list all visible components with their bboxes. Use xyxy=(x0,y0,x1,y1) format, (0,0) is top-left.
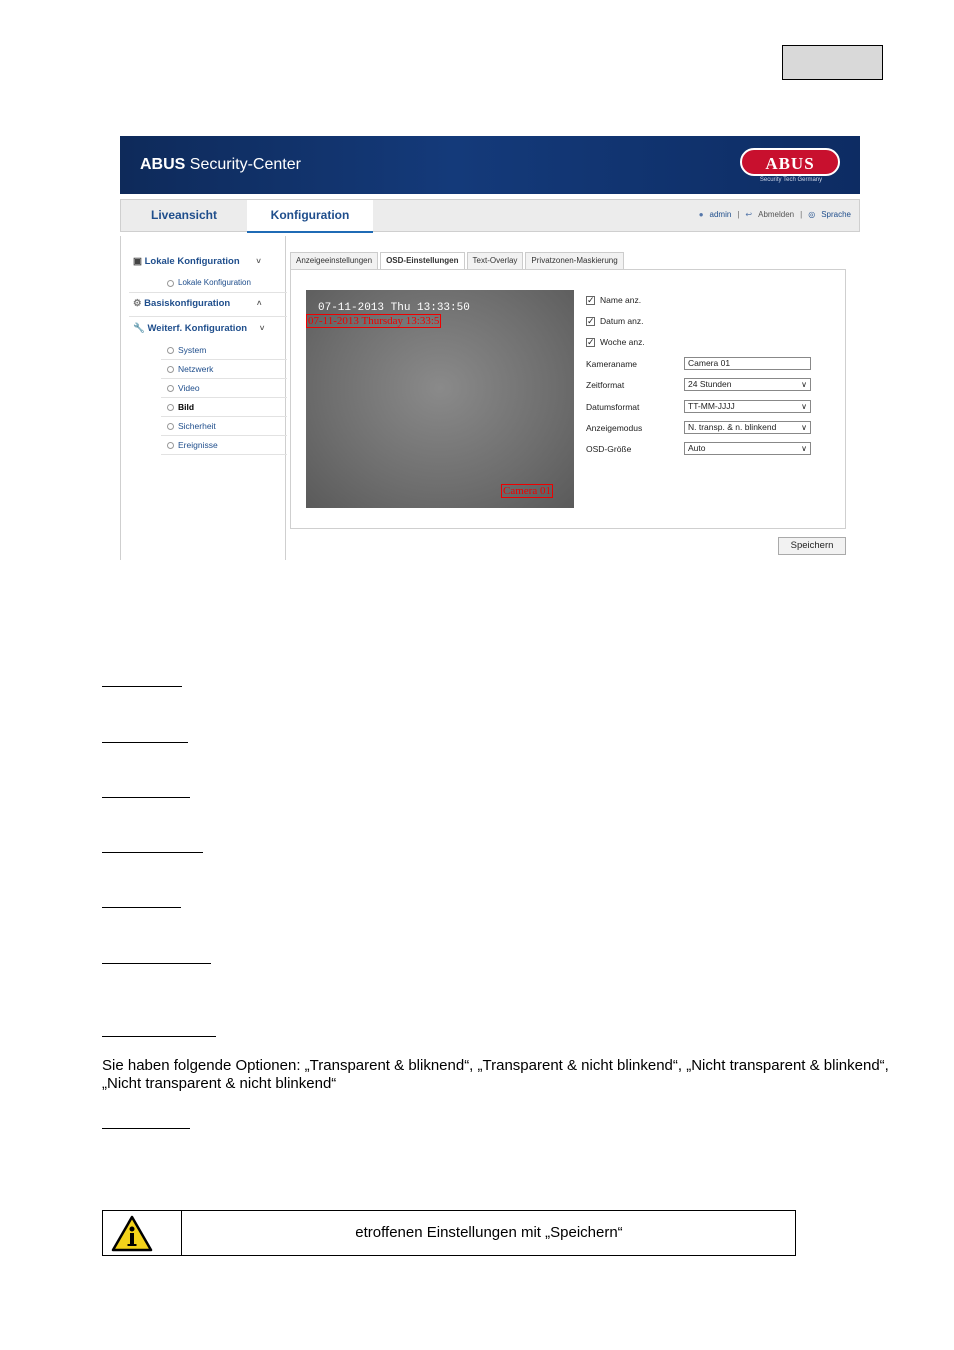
top-navigation xyxy=(120,199,860,232)
sidebar-item-bild[interactable]: Bild xyxy=(178,402,195,412)
logout-icon: ↩ xyxy=(745,210,753,219)
chevron-down-icon: ∨ xyxy=(801,402,807,411)
bullet-icon xyxy=(167,280,174,287)
user-icon: ● xyxy=(698,210,704,219)
sidebar-item-system[interactable]: System xyxy=(178,345,207,355)
checkbox-icon[interactable]: ✓ xyxy=(587,315,595,326)
label-datumsformat: Datumsformat xyxy=(586,402,640,412)
chevron-down-icon: ∨ xyxy=(801,380,807,389)
bullet-icon xyxy=(167,385,174,392)
heading-underline xyxy=(102,686,182,687)
checkbox-icon[interactable]: ✓ xyxy=(587,294,595,305)
tab-liveansicht[interactable]: Liveansicht xyxy=(150,208,218,222)
osd-camera-name[interactable]: Camera 01 xyxy=(503,485,551,497)
sidebar-advanced-heading[interactable]: 🔧 Weiterf. Konfiguration ˅ xyxy=(133,323,265,334)
tab-konfiguration[interactable]: Konfiguration xyxy=(247,200,373,233)
bullet-icon xyxy=(167,442,174,449)
label-kameraname: Kameraname xyxy=(586,359,638,369)
settings-tabs xyxy=(290,252,624,268)
options-paragraph: Sie haben folgende Optionen: „Transparent & bliknend“, „Transparent & nicht blinkend“, „Nicht transparent & blinkend“, „Nicht transparent & nicht blinkend“ xyxy=(102,1057,889,1092)
warning-icon xyxy=(111,1215,153,1252)
sidebar-item-ereignisse[interactable]: Ereignisse xyxy=(178,440,218,450)
note-box xyxy=(102,1210,796,1256)
ui-screenshot xyxy=(120,136,860,560)
chevron-down-icon: ∨ xyxy=(801,423,807,432)
user-link[interactable]: admin xyxy=(709,210,732,219)
logo-subtitle: Security Tech Germany xyxy=(759,177,823,183)
chevron-down-icon: ˅ xyxy=(256,257,261,266)
chevron-down-icon: ∨ xyxy=(801,444,807,453)
note-text: etroffenen Einstellungen mit „Speichern“ xyxy=(355,1224,623,1241)
separator: | xyxy=(800,210,803,219)
bullet-icon xyxy=(167,423,174,430)
tab-privatzonen-maskierung[interactable]: Privatzonen-Maskierung xyxy=(525,252,623,269)
abus-logo: ABUS xyxy=(740,148,840,176)
divider xyxy=(129,316,287,317)
divider xyxy=(161,416,287,417)
divider xyxy=(161,397,287,398)
app-banner xyxy=(120,136,860,194)
divider xyxy=(129,292,287,293)
heading-underline xyxy=(102,742,188,743)
chevron-up-icon: ˄ xyxy=(256,299,262,308)
osd-datetime-overlay[interactable]: 07-11-2013 Thursday 13:33:5 xyxy=(308,315,440,327)
divider xyxy=(161,378,287,379)
heading-underline xyxy=(102,852,203,853)
chevron-down-icon: ˅ xyxy=(259,324,265,333)
divider xyxy=(161,359,287,360)
separator: | xyxy=(737,210,740,219)
heading-underline xyxy=(102,1036,216,1037)
tab-text-overlay[interactable]: Text-Overlay xyxy=(467,252,524,269)
checkbox-woche-anz[interactable]: ✓ Woche anz. xyxy=(587,336,645,347)
heading-underline xyxy=(102,907,181,908)
header-box xyxy=(782,45,883,80)
label-zeitformat: Zeitformat xyxy=(586,380,625,390)
note-divider xyxy=(181,1211,182,1255)
logout-link[interactable]: Abmelden xyxy=(758,210,795,219)
sidebar-basic-heading[interactable]: ⚙ Basiskonfiguration ˄ xyxy=(133,298,262,309)
bullet-icon xyxy=(167,404,174,411)
checkbox-datum-anz[interactable]: ✓ Datum anz. xyxy=(587,315,644,326)
video-preview[interactable] xyxy=(306,290,574,508)
sidebar xyxy=(120,236,286,560)
tab-osd-einstellungen[interactable]: OSD-Einstellungen xyxy=(380,252,464,269)
divider xyxy=(161,454,287,455)
sidebar-local-heading[interactable]: ▣ Lokale Konfiguration ˅ xyxy=(133,256,261,267)
label-anzeigemodus: Anzeigemodus xyxy=(586,423,643,433)
nav-user-area xyxy=(699,210,851,219)
monitor-icon: ▣ xyxy=(133,256,142,267)
sidebar-item-lokale-konfiguration[interactable]: Lokale Konfiguration xyxy=(178,278,251,287)
globe-icon: ◎ xyxy=(808,210,816,219)
sidebar-item-netzwerk[interactable]: Netzwerk xyxy=(178,364,214,374)
checkbox-name-anz[interactable]: ✓ Name anz. xyxy=(587,294,642,305)
bullet-icon xyxy=(167,347,174,354)
gear-icon: ⚙ xyxy=(133,298,142,309)
save-button[interactable]: Speichern xyxy=(778,537,846,555)
heading-underline xyxy=(102,1128,190,1129)
checkbox-icon[interactable]: ✓ xyxy=(587,336,595,347)
label-osd-groesse: OSD-Größe xyxy=(586,444,632,454)
sidebar-item-video[interactable]: Video xyxy=(178,383,200,393)
heading-underline xyxy=(102,963,211,964)
osd-datetime[interactable]: 07-11-2013 Thu 13:33:50 xyxy=(318,302,470,314)
anzeigemodus-select[interactable]: N. transp. & n. blinkend ∨ xyxy=(684,421,811,434)
heading-underline xyxy=(102,797,190,798)
language-link[interactable]: Sprache xyxy=(821,210,851,219)
divider xyxy=(161,435,287,436)
app-title: ABUS Security-Center xyxy=(140,156,301,173)
osd-groesse-select[interactable]: Auto ∨ xyxy=(684,442,811,455)
bullet-icon xyxy=(167,366,174,373)
kameraname-input[interactable]: Camera 01 xyxy=(684,357,811,370)
zeitformat-select[interactable]: 24 Stunden ∨ xyxy=(684,378,811,391)
datumsformat-select[interactable]: TT-MM-JJJJ ∨ xyxy=(684,400,811,413)
tab-anzeigeeinstellungen[interactable]: Anzeigeeinstellungen xyxy=(290,252,378,269)
sidebar-item-sicherheit[interactable]: Sicherheit xyxy=(178,421,216,431)
wrench-icon: 🔧 xyxy=(133,323,145,334)
